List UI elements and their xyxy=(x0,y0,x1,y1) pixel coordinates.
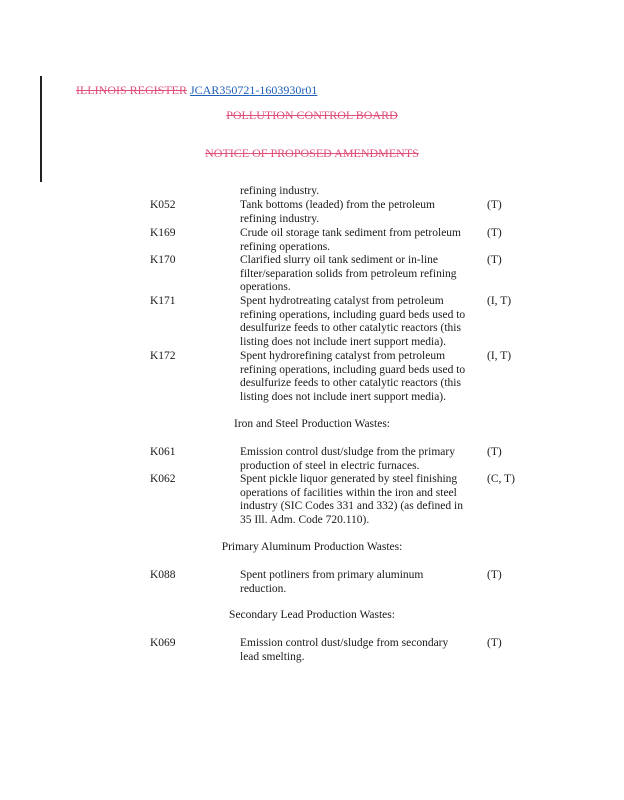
hazard-code: (I, T) xyxy=(487,295,512,307)
hazard-code: (T) xyxy=(487,254,502,266)
change-bar xyxy=(40,76,42,182)
section-heading-aluminum: Primary Aluminum Production Wastes: xyxy=(221,541,403,553)
hazard-code: (T) xyxy=(487,637,502,649)
board-title: POLLUTION CONTROL BOARD xyxy=(226,108,398,122)
waste-description: Spent hydrorefining catalyst from petroleum refining operations, including guard beds used to desulfurize feeds to other catalytic reactors (this listing does not include inert support media). xyxy=(240,350,466,403)
section-heading-lead: Secondary Lead Production Wastes: xyxy=(229,609,395,621)
waste-code: K169 xyxy=(150,227,176,239)
waste-description: Tank bottoms (leaded) from the petroleum refining industry. xyxy=(240,199,435,225)
hazard-code: (T) xyxy=(487,569,502,581)
waste-code: K170 xyxy=(150,254,176,266)
register-struck-text: ILLINOIS REGISTER xyxy=(76,83,187,97)
waste-code: K088 xyxy=(150,569,176,581)
hazard-code: (T) xyxy=(487,227,502,239)
waste-description: Spent potliners from primary aluminum reduction. xyxy=(240,569,424,595)
register-inserted-text: JCAR350721-1603930r01 xyxy=(190,83,318,97)
waste-code: K062 xyxy=(150,473,176,485)
waste-code: K171 xyxy=(150,295,176,307)
waste-description: Crude oil storage tank sediment from petroleum refining operations. xyxy=(240,227,461,253)
waste-code: K069 xyxy=(150,637,176,649)
notice-title: NOTICE OF PROPOSED AMENDMENTS xyxy=(205,146,419,160)
register-header xyxy=(76,83,317,97)
waste-description: Emission control dust/sludge from secondary lead smelting. xyxy=(240,637,449,663)
board-header xyxy=(0,108,624,122)
hazard-code: (T) xyxy=(487,199,502,211)
waste-description: Spent pickle liquor generated by steel finishing operations of facilities within the iron and steel industry (SIC Codes 331 and 332) (as defined in 35 Ill. Adm. Code 720.110). xyxy=(240,473,463,526)
waste-description: Emission control dust/sludge from the primary production of steel in electric furnaces. xyxy=(240,446,455,472)
waste-code: K061 xyxy=(150,446,176,458)
hazard-code: (C, T) xyxy=(487,473,515,485)
hazard-code: (T) xyxy=(487,446,502,458)
section-heading-iron-steel: Iron and Steel Production Wastes: xyxy=(233,418,390,430)
waste-description: Clarified slurry oil tank sediment or in-line filter/separation solids from petroleum refining operations. xyxy=(240,254,457,293)
waste-code: K052 xyxy=(150,199,176,211)
continuation-text: refining industry. xyxy=(240,185,320,197)
notice-header xyxy=(0,146,624,160)
waste-code: K172 xyxy=(150,350,176,362)
waste-description: Spent hydrotreating catalyst from petroleum refining operations, including guard beds used to desulfurize feeds to other catalytic reactors (this listing does not include inert support media). xyxy=(240,295,466,348)
hazard-code: (I, T) xyxy=(487,350,512,362)
